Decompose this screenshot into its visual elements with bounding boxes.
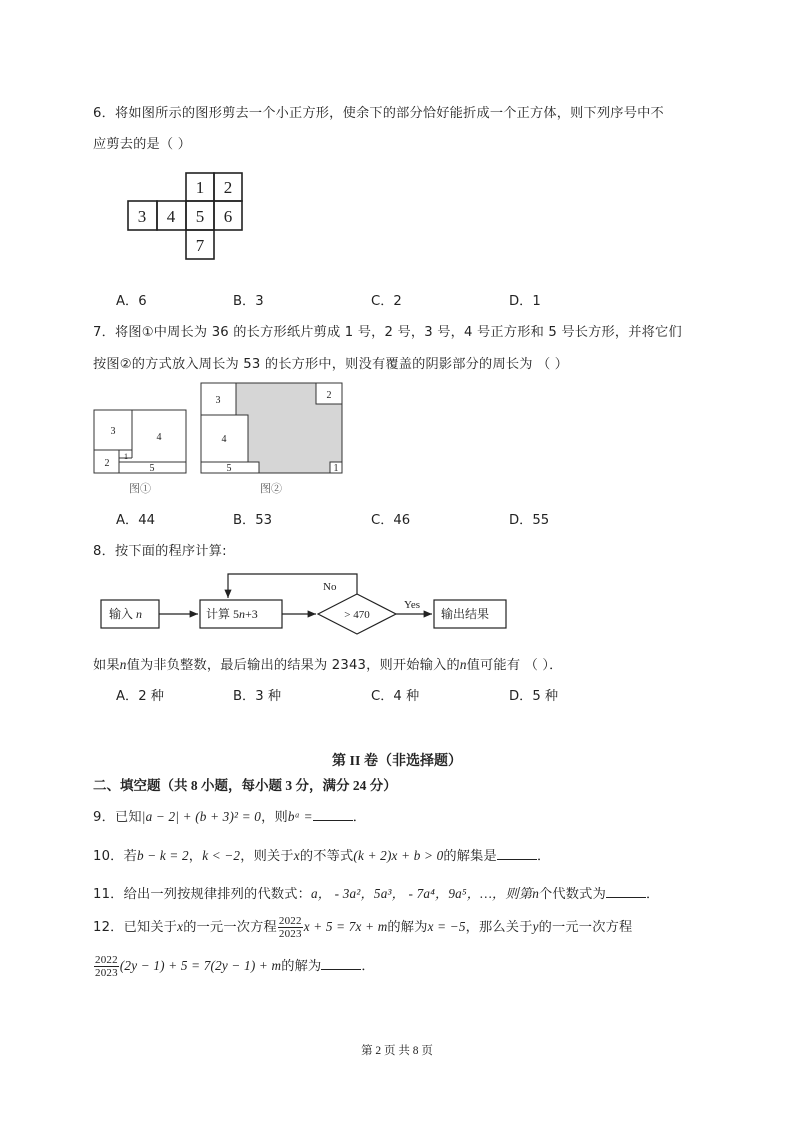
q10: 10．若b − k = 2，k < −2，则关于x的不等式(k + 2)x + b > 0的解集是 ． (93, 848, 551, 864)
flow-yes-label: Yes (404, 599, 421, 611)
page-footer: 第 2 页 共 8 页 (361, 1045, 433, 1057)
fig2-label-3: 3 (215, 395, 221, 406)
fig2-label-5: 5 (226, 463, 232, 474)
q8-condition: 如果n值为非负整数，最后输出的结果为 2343，则开始输入的n值可能有 （ ）． (93, 657, 563, 673)
fig2-label-1: 1 (333, 463, 339, 474)
part2-title: 第 II 卷（非选择题） (332, 754, 462, 769)
q12-line2: $\frac{2022}{2023}$ (2y − 1) + 5 = 7(2y − 1) + m的解为 ． (95, 953, 375, 979)
q12-line1: 12．已知关于x的一元一次方程 $\frac{2022}{2023}$ x + 5 = 7x + m的解为x = −5，那么关于y的一元一次方程 (93, 914, 633, 940)
net-label: 2 (223, 178, 233, 197)
fig2-label-2: 2 (326, 390, 332, 401)
fig1-label-5: 5 (149, 463, 155, 474)
fig1-caption: 图① (129, 483, 151, 495)
fig2-label-4: 4 (221, 434, 227, 445)
net-label: 7 (195, 236, 205, 255)
flow-input-label: 输入 n (109, 607, 143, 621)
net-label: 6 (223, 207, 233, 226)
flow-compute-label: 计算 5n+3 (206, 607, 258, 621)
flow-condition-label: > 470 (344, 609, 370, 621)
net-label: 3 (137, 207, 147, 226)
q6-option-c: C．2 (371, 294, 402, 309)
q7-option-d: D．55 (509, 513, 550, 528)
net-label: 1 (195, 178, 205, 197)
q8-option-b: B．3 种 (233, 689, 282, 704)
q6-option-a: A．6 (116, 294, 147, 309)
q12-answer-blank[interactable] (321, 957, 361, 970)
figure-1 (92, 408, 190, 496)
figure-2 (198, 380, 346, 496)
q6-text-line1: 6．将如图所示的图形剪去一个小正方形，使余下的部分恰好能折成一个正方体，则下列序号中不 (93, 106, 664, 121)
fig1-label-4: 4 (156, 432, 162, 443)
q7-option-a: A．44 (116, 513, 155, 528)
net-label: 4 (166, 207, 176, 226)
q9: 9．已知|a − 2| + (b + 3)² = 0，则bᵃ = ． (93, 809, 367, 825)
fig2-caption: 图② (260, 483, 282, 495)
q6-option-d: D．1 (509, 294, 541, 309)
q7-text-line1: 7．将图①中周长为 36 的长方形纸片剪成 1 号，2 号，3 号，4 号正方形和 5 号长方形，并将它们 (93, 325, 682, 340)
flow-no-label: No (323, 581, 337, 593)
fig1-label-2: 2 (104, 458, 110, 469)
q6-option-b: B．3 (233, 294, 264, 309)
q11: 11．给出一列按规律排列的代数式：a， - 3a²，5a³， - 7a⁴，9a⁵，…，则第n个代数式为 ． (93, 886, 660, 902)
fig1-label-1: 1 (124, 452, 128, 461)
q12-fraction-2: $\frac{2022}{2023}$ (95, 953, 118, 979)
q9-answer-blank[interactable] (313, 808, 353, 821)
q7-option-c: C．46 (371, 513, 411, 528)
q8-option-d: D．5 种 (509, 689, 559, 704)
q6-text-line2: 应剪去的是（ ） (93, 137, 192, 152)
flowchart (95, 568, 515, 638)
section-fill-in-header: 二、填空题（共 8 小题，每小题 3 分，满分 24 分） (93, 778, 397, 793)
net-label: 5 (195, 207, 205, 226)
fig1-label-3: 3 (110, 426, 116, 437)
q7-text-line2: 按图②的方式放入周长为 53 的长方形中，则没有覆盖的阴影部分的周长为 （ ） (93, 357, 569, 372)
cube-net-figure (125, 171, 245, 263)
q8-option-a: A．2 种 (116, 689, 164, 704)
q8-option-c: C．4 种 (371, 689, 420, 704)
q12-fraction: $\frac{2022}{2023}$ (278, 914, 302, 940)
q7-option-b: B．53 (233, 513, 273, 528)
q10-answer-blank[interactable] (497, 847, 537, 860)
q11-answer-blank[interactable] (606, 885, 646, 898)
q8-text: 8．按下面的程序计算: (93, 544, 227, 559)
flow-output-label: 输出结果 (441, 607, 490, 621)
